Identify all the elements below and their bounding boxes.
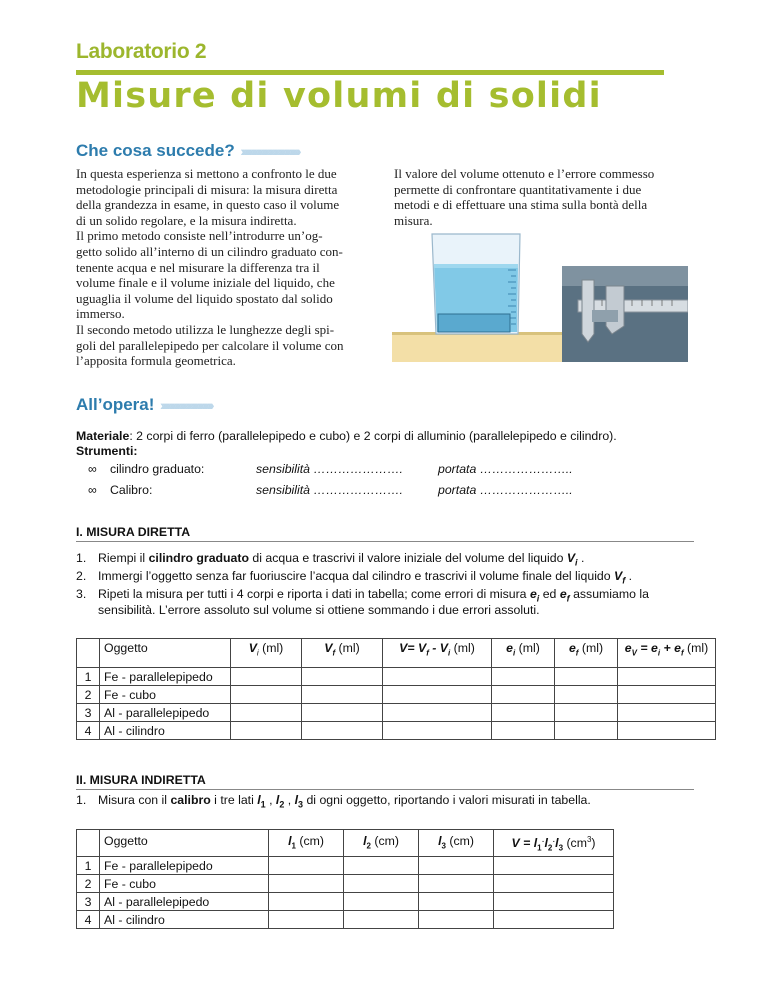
table-row: 3 Al - parallelepipedo: [77, 893, 614, 911]
text-line: immerso.: [76, 306, 125, 322]
part1-heading: I. MISURA DIRETTA: [76, 525, 191, 539]
chevron-decoration: ›››››››››››››››››››››››››››››››››››: [239, 143, 299, 159]
step-3: 3. Ripeti la misura per tutti i 4 corpi e riporta i dati in tabella; come errori di misura $e_i$ ed $e_f$ assumiamo la: [76, 587, 649, 604]
step-3-continued: sensibilità. L’errore assoluto sul volume si ottiene sommando i due errori assoluti.: [98, 603, 540, 617]
col-ev: $e_V = e_i + e_f$ (ml): [618, 639, 716, 668]
table-cell-input[interactable]: [492, 686, 555, 704]
infinity-bullet-icon: ∞: [88, 483, 97, 497]
table-cell-input[interactable]: [494, 911, 614, 929]
table-cell-input[interactable]: [555, 704, 618, 722]
col-oggetto: Oggetto: [100, 830, 269, 857]
table-row: 1 Fe - parallelepipedo: [77, 668, 716, 686]
table-row: 4 Al - cilindro: [77, 722, 716, 740]
table-cell-input[interactable]: [494, 893, 614, 911]
table-cell-input[interactable]: [419, 875, 494, 893]
text-line: uguaglia il volume del liquido spostato dal solido: [76, 290, 333, 306]
table-cell-input[interactable]: [494, 857, 614, 875]
table-cell-input[interactable]: [419, 911, 494, 929]
col-l1: $l_1$ (cm): [269, 830, 344, 857]
section-heading-all-opera: [76, 395, 212, 415]
table-cell-input[interactable]: [555, 722, 618, 740]
table-cell-input[interactable]: [231, 668, 302, 686]
table-cell-input[interactable]: [419, 893, 494, 911]
strumenti-label: Strumenti: [76, 444, 134, 458]
text-line: volume finale e il volume iniziale del liquido, che: [76, 275, 335, 291]
indirect-measure-table: [76, 829, 614, 929]
table-row: 2 Fe - cubo: [77, 875, 614, 893]
table-row: 2 Fe - cubo: [77, 686, 716, 704]
instrument-sensitivity: sensibilità ………………….: [256, 483, 403, 497]
intro-left-column: [76, 166, 376, 369]
instrument-name: Calibro:: [110, 483, 153, 497]
col-oggetto: Oggetto: [100, 639, 231, 668]
page-title: Misure di volumi di solidi: [76, 76, 602, 116]
materiale-label: Materiale: [76, 429, 130, 443]
step-2: 2. Immergi l’oggetto senza far fuoriuscire l’acqua dal cilindro e trascrivi il volume finale del liquido $V_f$ .: [76, 569, 633, 586]
col-ei: $e_i$ (ml): [492, 639, 555, 668]
table-header-row: [77, 639, 716, 668]
table-cell-input[interactable]: [419, 857, 494, 875]
table-header-row: [77, 830, 614, 857]
table-cell-input[interactable]: [383, 722, 492, 740]
text-line: Il primo metodo consiste nell’introdurre un’og-: [76, 228, 323, 244]
infinity-bullet-icon: ∞: [88, 462, 97, 476]
table-cell-input[interactable]: [383, 686, 492, 704]
text-line: Il valore del volume ottenuto e l’errore commesso: [394, 166, 655, 181]
instrument-sensitivity: sensibilità ………………….: [256, 462, 403, 476]
table-cell-input[interactable]: [231, 722, 302, 740]
text-line: metodologie principali di misura: la misura diretta: [76, 181, 338, 197]
table-cell-input[interactable]: [492, 722, 555, 740]
materiale-line: [76, 429, 756, 444]
table-cell-input[interactable]: [618, 722, 716, 740]
col-ef: $e_f$ (ml): [555, 639, 618, 668]
table-cell-input[interactable]: [555, 686, 618, 704]
table-cell-input[interactable]: [302, 704, 383, 722]
table-row: 1 Fe - parallelepipedo: [77, 857, 614, 875]
table-cell-input[interactable]: [618, 704, 716, 722]
table-cell-input[interactable]: [302, 668, 383, 686]
table-cell-input[interactable]: [302, 722, 383, 740]
table-cell-input[interactable]: [269, 893, 344, 911]
instrument-range: portata …………………..: [438, 462, 573, 476]
table-cell-input[interactable]: [269, 857, 344, 875]
text-line: della grandezza in esame, in questo caso il volume: [76, 197, 340, 213]
text-line: misura.: [394, 212, 433, 228]
text-line: goli del parallelepipedo per calcolare il volume con: [76, 337, 344, 353]
table-cell-input[interactable]: [302, 686, 383, 704]
instrument-name: cilindro graduato:: [110, 462, 205, 476]
text-line: getto solido all’interno di un cilindro graduato con-: [76, 243, 343, 259]
col-v: $V= V_f - V_i$ (ml): [383, 639, 492, 668]
intro-right-column: [394, 166, 694, 228]
text-line: Il secondo metodo utilizza le lunghezze degli spi-: [76, 321, 335, 337]
lab-label: Laboratorio 2: [76, 40, 207, 63]
section-heading-text: All’opera!: [76, 395, 155, 414]
step-1: 1. Riempi il cilindro graduato di acqua e trascrivi il valore iniziale del volume del liquido $V_i$ .: [76, 551, 585, 568]
table-cell-input[interactable]: [231, 704, 302, 722]
text-line: l’apposita formula geometrica.: [76, 353, 236, 369]
table-cell-input[interactable]: [555, 668, 618, 686]
strumenti-line: Strumenti:: [76, 444, 138, 458]
table-cell-input[interactable]: [383, 704, 492, 722]
col-vf: $V_f$ (ml): [302, 639, 383, 668]
col-l3: $l_3$ (cm): [419, 830, 494, 857]
table-cell-input[interactable]: [344, 893, 419, 911]
part2-heading: II. MISURA INDIRETTA: [76, 773, 206, 787]
part1-rule: [76, 541, 694, 542]
table-cell-input[interactable]: [383, 668, 492, 686]
table-cell-input[interactable]: [492, 704, 555, 722]
table-cell-input[interactable]: [344, 875, 419, 893]
table-cell-input[interactable]: [344, 857, 419, 875]
table-cell-input[interactable]: [618, 686, 716, 704]
chevron-decoration: ›››››››››››››››››››››››››››››››: [159, 397, 212, 413]
table-cell-input[interactable]: [231, 686, 302, 704]
text-line: In questa esperienza si mettono a confronto le due: [76, 166, 337, 181]
part2-rule: [76, 789, 694, 790]
part2-step-1: 1. Misura con il calibro i tre lati $l_1$ , $l_2$ , $l_3$ di ogni oggetto, riportando i valori misurati in tabella.: [76, 793, 591, 810]
col-volume: $V = l_1^.l_2^.l_3$ $(cm^3)$: [494, 830, 614, 857]
title-rule: [76, 70, 664, 75]
table-cell-input[interactable]: [618, 668, 716, 686]
text-line: tenente acqua e nel misurare la differenza tra il: [76, 259, 320, 275]
table-row: 3 Al - parallelepipedo: [77, 704, 716, 722]
col-vi: $V_i$ (ml): [231, 639, 302, 668]
text-line: metodi e di effettuare una stima sulla bontà della: [394, 197, 648, 213]
table-cell-input[interactable]: [344, 911, 419, 929]
direct-measure-table: [76, 638, 716, 740]
col-l2: $l_2$ (cm): [344, 830, 419, 857]
materiale-text: : 2 corpi di ferro (parallelepipedo e cubo) e 2 corpi di alluminio (parallelepipedo e cilindro).: [129, 429, 617, 443]
table-cell-input[interactable]: [269, 875, 344, 893]
text-line: di un solido regolare, e la misura indiretta.: [76, 212, 297, 228]
table-cell-input[interactable]: [269, 911, 344, 929]
beaker-caliper-illustration: [392, 230, 688, 362]
section-heading-cosa-succede: [76, 141, 299, 161]
text-line: permette di confrontare quantitativamente i due: [394, 181, 642, 197]
instrument-range: portata …………………..: [438, 483, 573, 497]
table-cell-input[interactable]: [494, 875, 614, 893]
table-row: 4 Al - cilindro: [77, 911, 614, 929]
table-cell-input[interactable]: [492, 668, 555, 686]
section-heading-text: Che cosa succede?: [76, 141, 235, 160]
